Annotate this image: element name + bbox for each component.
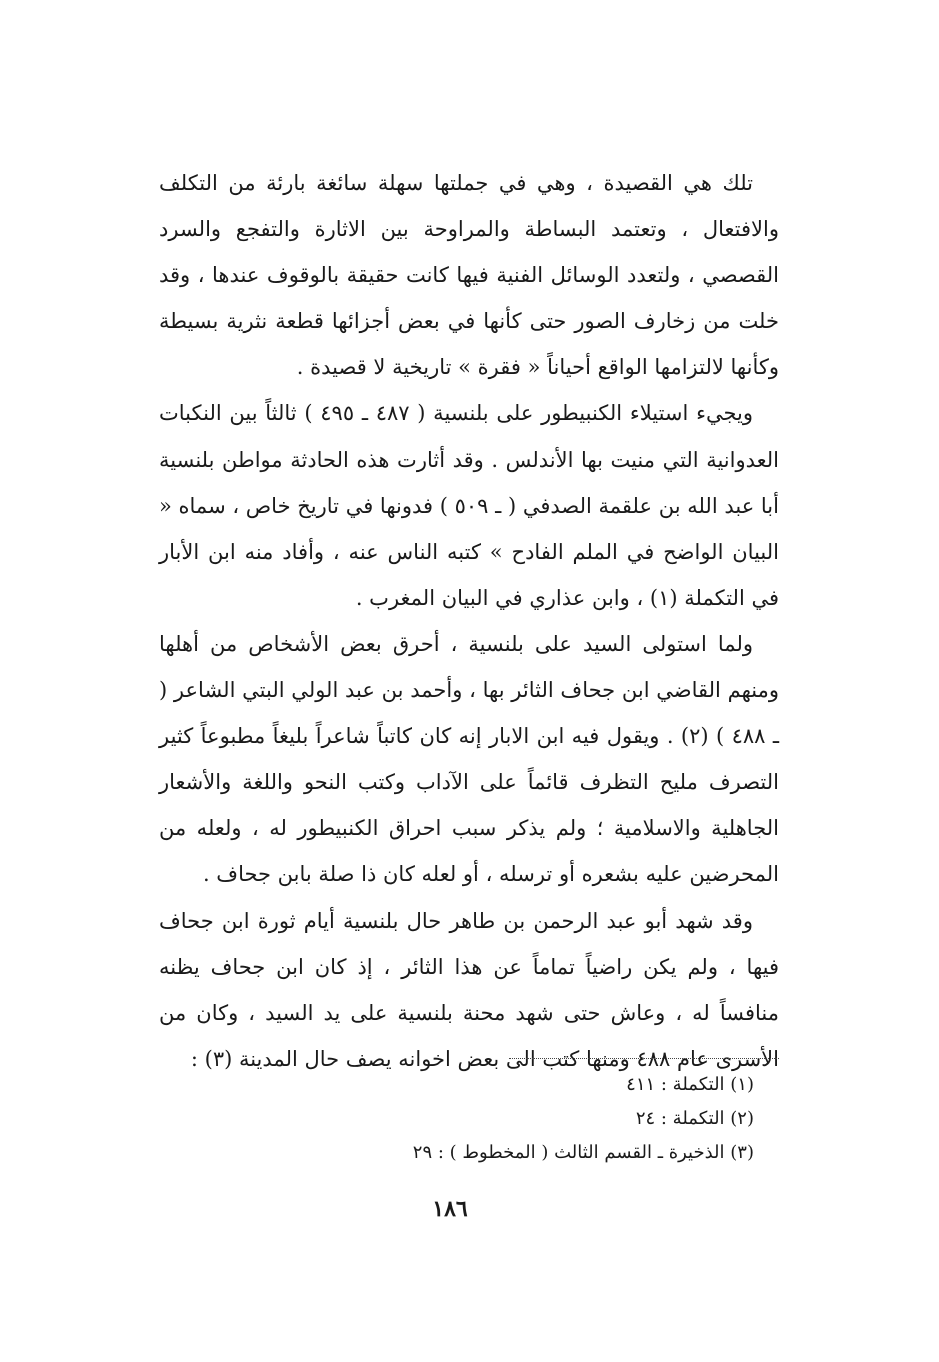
footnotes — [194, 1068, 754, 1170]
paragraph-4: وقد شهد أبو عبد الرحمن بن طاهر حال بلنسية أيام ثورة ابن جحاف فيها ، ولم يكن راضياً تماماً عن هذا الثائر ، إذ كان ابن جحاف يظنه منافساً له ، وعاش حتى شهد محنة بلنسية على يد السيد ، وكان من الأسرى عام ٤٨٨ ومنها كتب الى بعض اخوانه يصف حال المدينة (٣) : — [159, 908, 779, 1071]
paragraph-3: ولما استولى السيد على بلنسية ، أحرق بعض الأشخاص من أهلها ومنهم القاضي ابن جحاف الثائر بها ، وأحمد بن عبد الولي البتي الشاعر ( ـ ٤٨٨ ) (٢) . ويقول فيه ابن الابار إنه كان كاتباً شاعراً بليغاً مطبوعاً كثير التصرف مليح التظرف قائماً على الآداب وكتب النحو واللغة والأشعار الجاهلية والاسلامية ؛ ولم يذكر سبب احراق الكنبيطور له ، ولعله من المحرضين عليه بشعره أو ترسله ، أو لعله كان ذا صلة بابن جحاف . — [159, 631, 779, 887]
footnote-2: (٢) التكملة : ٢٤ — [635, 1108, 754, 1129]
paragraph-2: ويجيء استيلاء الكنبيطور على بلنسية ( ٤٨٧ ـ ٤٩٥ ) ثالثاً بين النكبات العدوانية التي منيت بها الأندلس . وقد أثارت هذه الحادثة مواطن بلنسية أبا عبد الله بن علقمة الصدفي ( ـ ٥٠٩ ) فدونها في تاريخ خاص ، سماه « البيان الواضح في الملم الفادح » كتبه الناس عنه ، وأفاد منه ابن الأبار في التكملة (١) ، وابن عذاري في البيان المغرب . — [159, 401, 779, 610]
footnote-1: (١) التكملة : ٤١١ — [626, 1074, 754, 1095]
body-text — [159, 160, 779, 1082]
page-number: ١٨٦ — [432, 1196, 468, 1222]
footnote-separator — [509, 1058, 779, 1059]
paragraph-1: تلك هي القصيدة ، وهي في جملتها سهلة سائغة بارئة من التكلف والافتعال ، وتعتمد البساطة والمراوحة بين الاثارة والتفجع والسرد القصصي ، ولتعدد الوسائل الفنية فيها كانت حقيقة بالوقوف عندها ، وقد خلت من زخارف الصور حتى كأنها في بعض أجزائها قطعة نثرية بسيطة وكأنها لالتزامها الواقع أحياناً « فقرة » تاريخية لا قصيدة . — [159, 171, 779, 380]
footnote-3: (٣) الذخيرة ـ القسم الثالث ( المخطوط ) : ٢٩ — [412, 1142, 754, 1163]
